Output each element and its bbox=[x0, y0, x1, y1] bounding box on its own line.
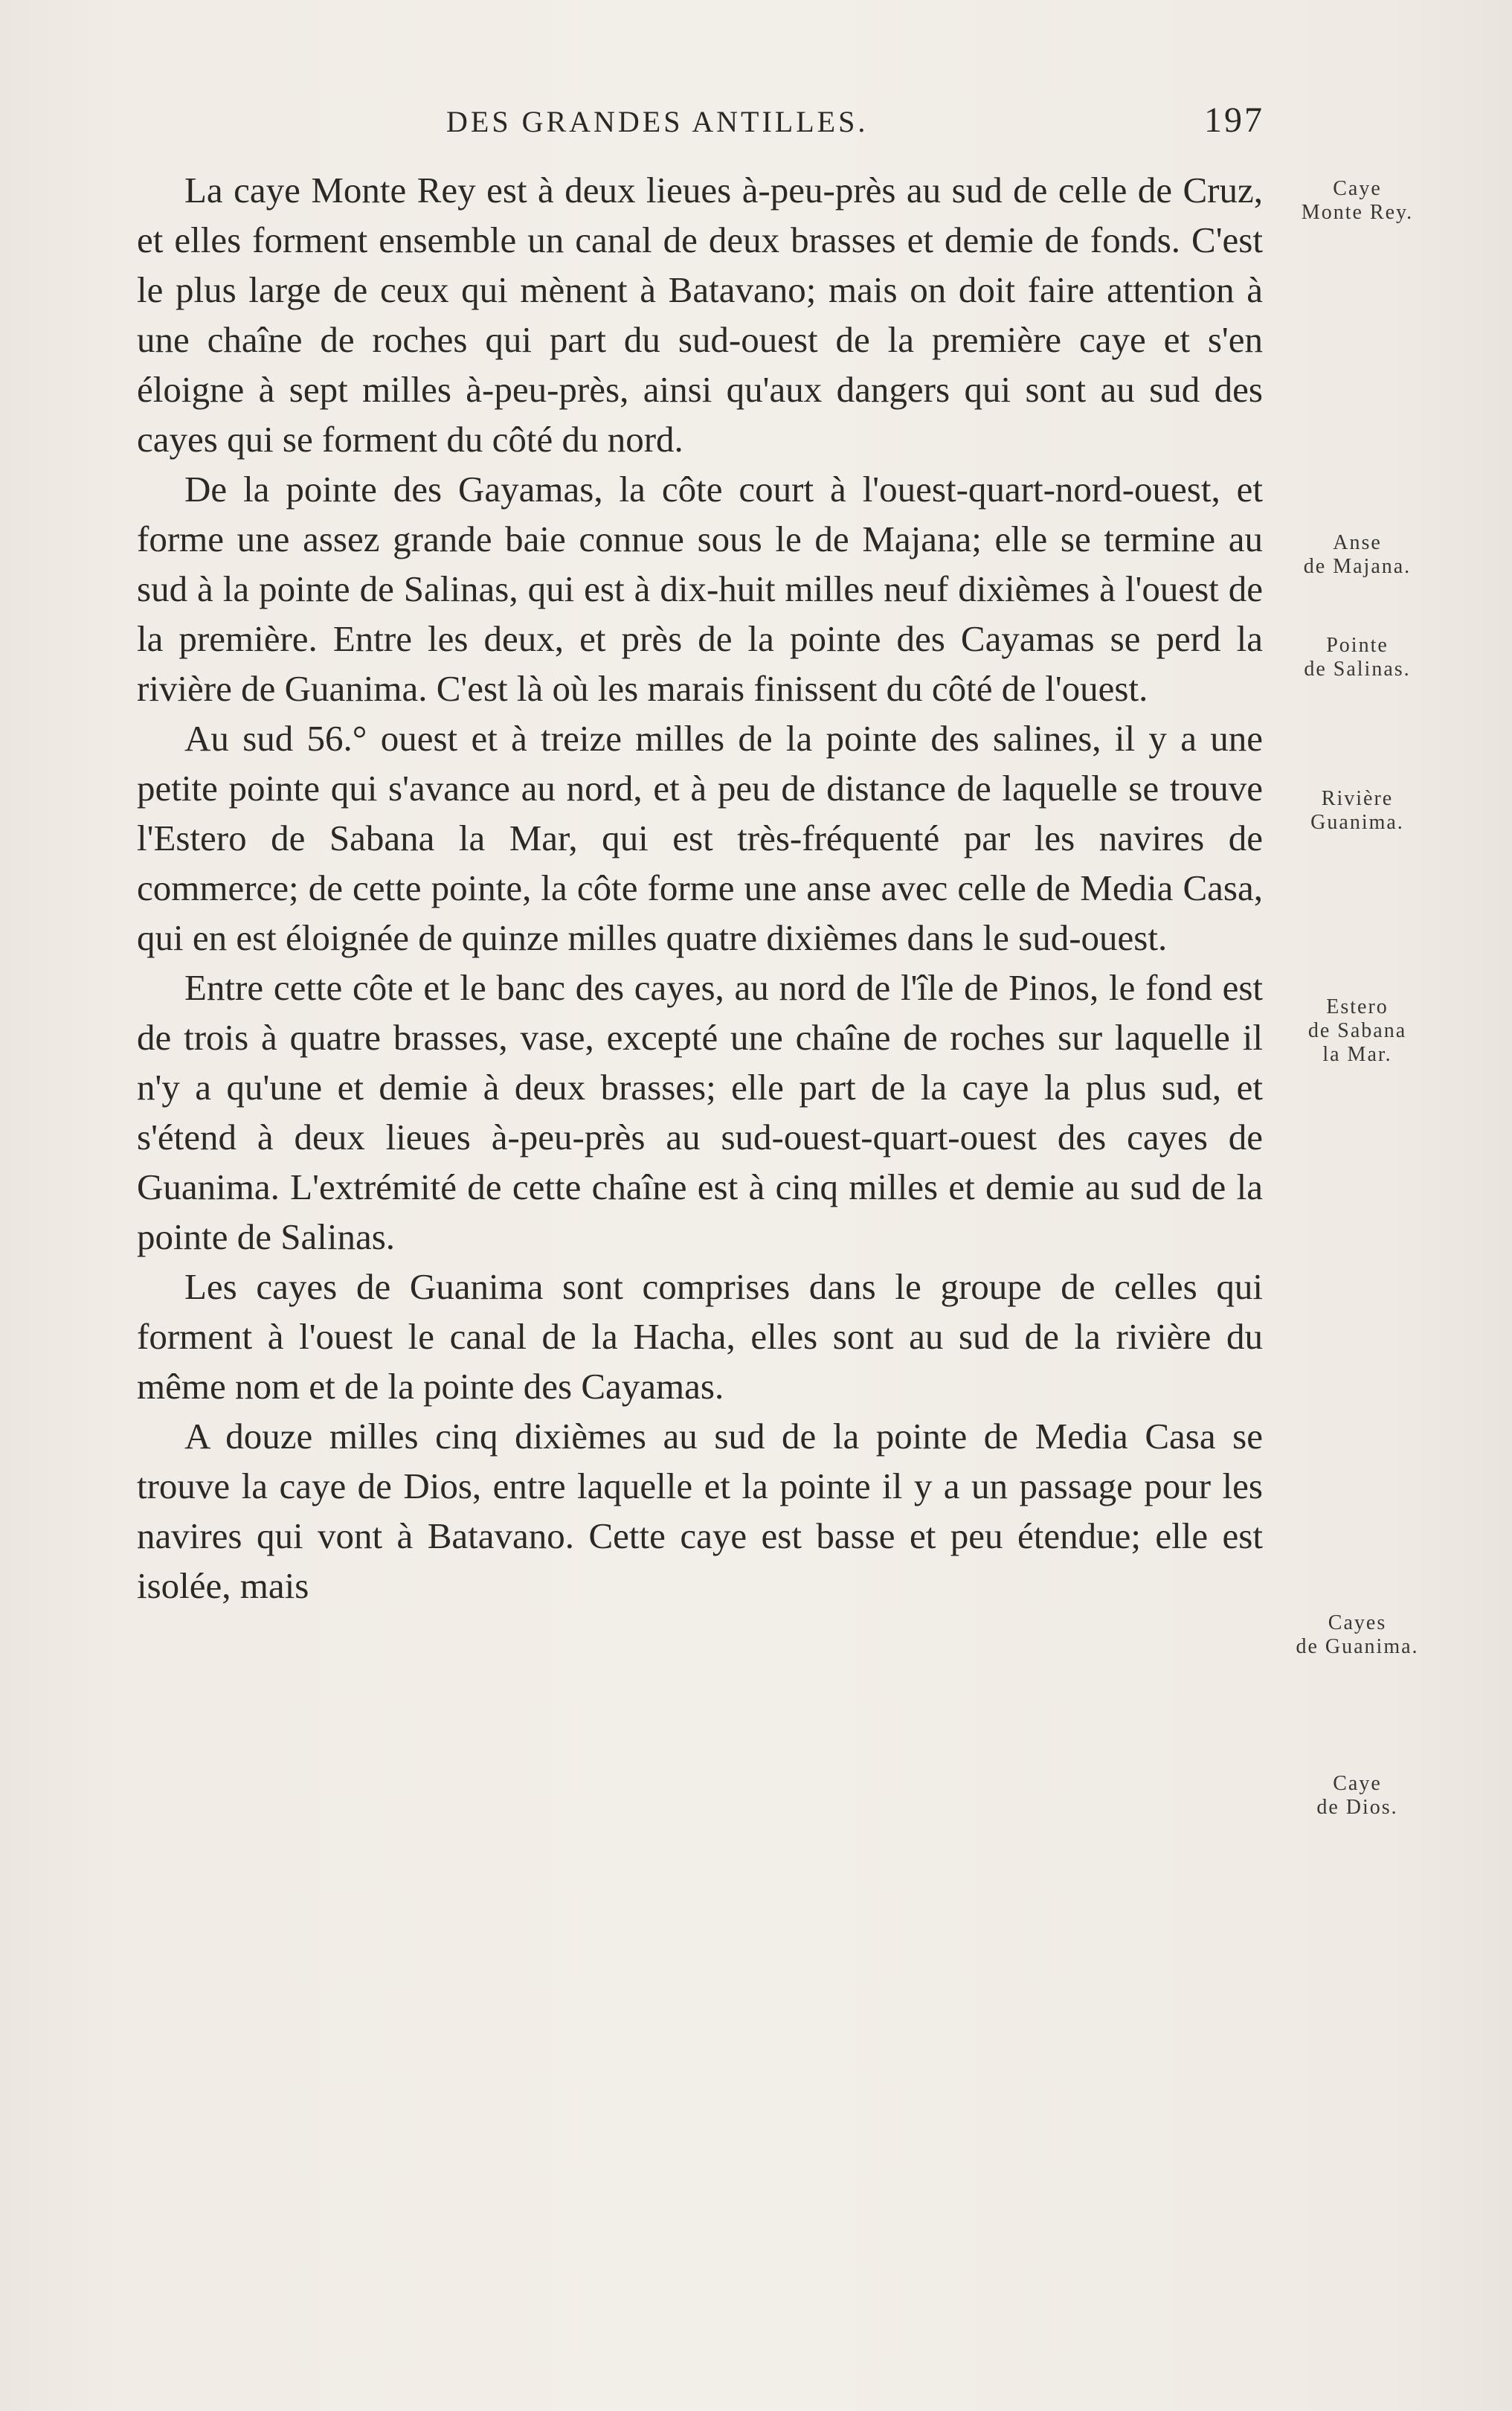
margin-note-anse-de-majana bbox=[1264, 531, 1450, 579]
margin-note-pointe-de-salinas bbox=[1264, 634, 1450, 681]
running-head: DES GRANDES ANTILLES. bbox=[446, 105, 869, 138]
margin-note-line: Pointe bbox=[1326, 634, 1389, 657]
margin-note-riviere-guanima bbox=[1264, 787, 1450, 835]
margin-note-line: Guanima. bbox=[1310, 811, 1404, 834]
margin-note-line: Rivière bbox=[1321, 787, 1394, 810]
margin-note-line: de Majana. bbox=[1303, 555, 1412, 578]
page-number: 197 bbox=[1204, 100, 1264, 140]
margin-note-line: Monte Rey. bbox=[1301, 201, 1414, 224]
margin-note-caye-monte-rey bbox=[1264, 177, 1450, 225]
paragraph-anse-de-majana: De la pointe des Gayamas, la côte court à l'ouest-quart-nord-ouest, et forme une assez grande baie connue sous le de Majana; elle se termine au sud à la pointe de Salinas, qui est à dix-huit milles neuf dixièmes à l'ouest de la première. Entre les deux, et près de la pointe des Cayamas se perd la rivière de Guanima. C'est là où les marais finissent du côté de l'ouest. bbox=[137, 469, 1263, 709]
margin-note-line: de Sabana bbox=[1307, 1019, 1407, 1042]
paragraph-cayes-de-guanima: Les cayes de Guanima sont comprises dans le groupe de celles qui forment à l'ouest le canal de la Hacha, elles sont au sud de la rivière du même nom et de la pointe des Cayamas. bbox=[137, 1266, 1263, 1407]
margin-note-line: Cayes bbox=[1328, 1611, 1387, 1634]
margin-note-line: Caye bbox=[1333, 177, 1382, 200]
margin-note-line: Estero bbox=[1326, 995, 1389, 1018]
paragraph-estero-de-sabana: Au sud 56.° ouest et à treize milles de la pointe des salines, il y a une petite pointe qui s'avance au nord, et à peu de distance de laquelle se trouve l'Estero de Sabana la Mar, qui est très-fréquenté par les navires de commerce; de cette pointe, la côte forme une anse avec celle de Media Casa, qui en est éloignée de quinze milles quatre dixièmes dans le sud-ouest. bbox=[137, 718, 1263, 958]
paragraph-chaine-de-roches: Entre cette côte et le banc des cayes, au nord de l'île de Pinos, le fond est de trois à quatre brasses, vase, excepté une chaîne de roches sur laquelle il n'y a qu'une et demie à deux brasses; elle part de la caye la plus sud, et s'étend à deux lieues à-peu-près au sud-ouest-quart-ouest des cayes de Guanima. L'extrémité de cette chaîne est à cinq milles et demie au sud de la pointe de Salinas. bbox=[137, 967, 1263, 1257]
paragraph-caye-de-dios: A douze milles cinq dixièmes au sud de la pointe de Media Casa se trouve la caye de Dios, entre laquelle et la pointe il y a un passage pour les navires qui vont à Batavano. Cette caye est basse et peu étendue; elle est isolée, mais bbox=[137, 1416, 1263, 1606]
margin-notes bbox=[1264, 0, 1512, 2411]
margin-note-line: de Dios. bbox=[1316, 1796, 1398, 1819]
margin-note-line: de Guanima. bbox=[1296, 1635, 1419, 1658]
margin-note-line: de Salinas. bbox=[1304, 658, 1411, 681]
margin-note-estero-de-sabana bbox=[1264, 995, 1450, 1067]
margin-note-cayes-de-guanima bbox=[1264, 1611, 1450, 1659]
paragraph-caye-monte-rey: La caye Monte Rey est à deux lieues à-peu-près au sud de celle de Cruz, et elles forment ensemble un canal de deux brasses et demie de fonds. C'est le plus large de ceux qui mènent à Batavano; mais on doit faire attention à une chaîne de roches qui part du sud-ouest de la première caye et s'en éloigne à sept milles à-peu-près, ainsi qu'aux dangers qui sont au sud des cayes qui se forment du côté du nord. bbox=[137, 170, 1263, 460]
margin-note-caye-de-dios bbox=[1264, 1772, 1450, 1820]
margin-note-line: Anse bbox=[1333, 531, 1382, 554]
body-text bbox=[137, 165, 1263, 1611]
margin-note-line: la Mar. bbox=[1322, 1043, 1392, 1066]
page-header bbox=[446, 100, 1264, 149]
margin-note-line: Caye bbox=[1333, 1772, 1382, 1795]
